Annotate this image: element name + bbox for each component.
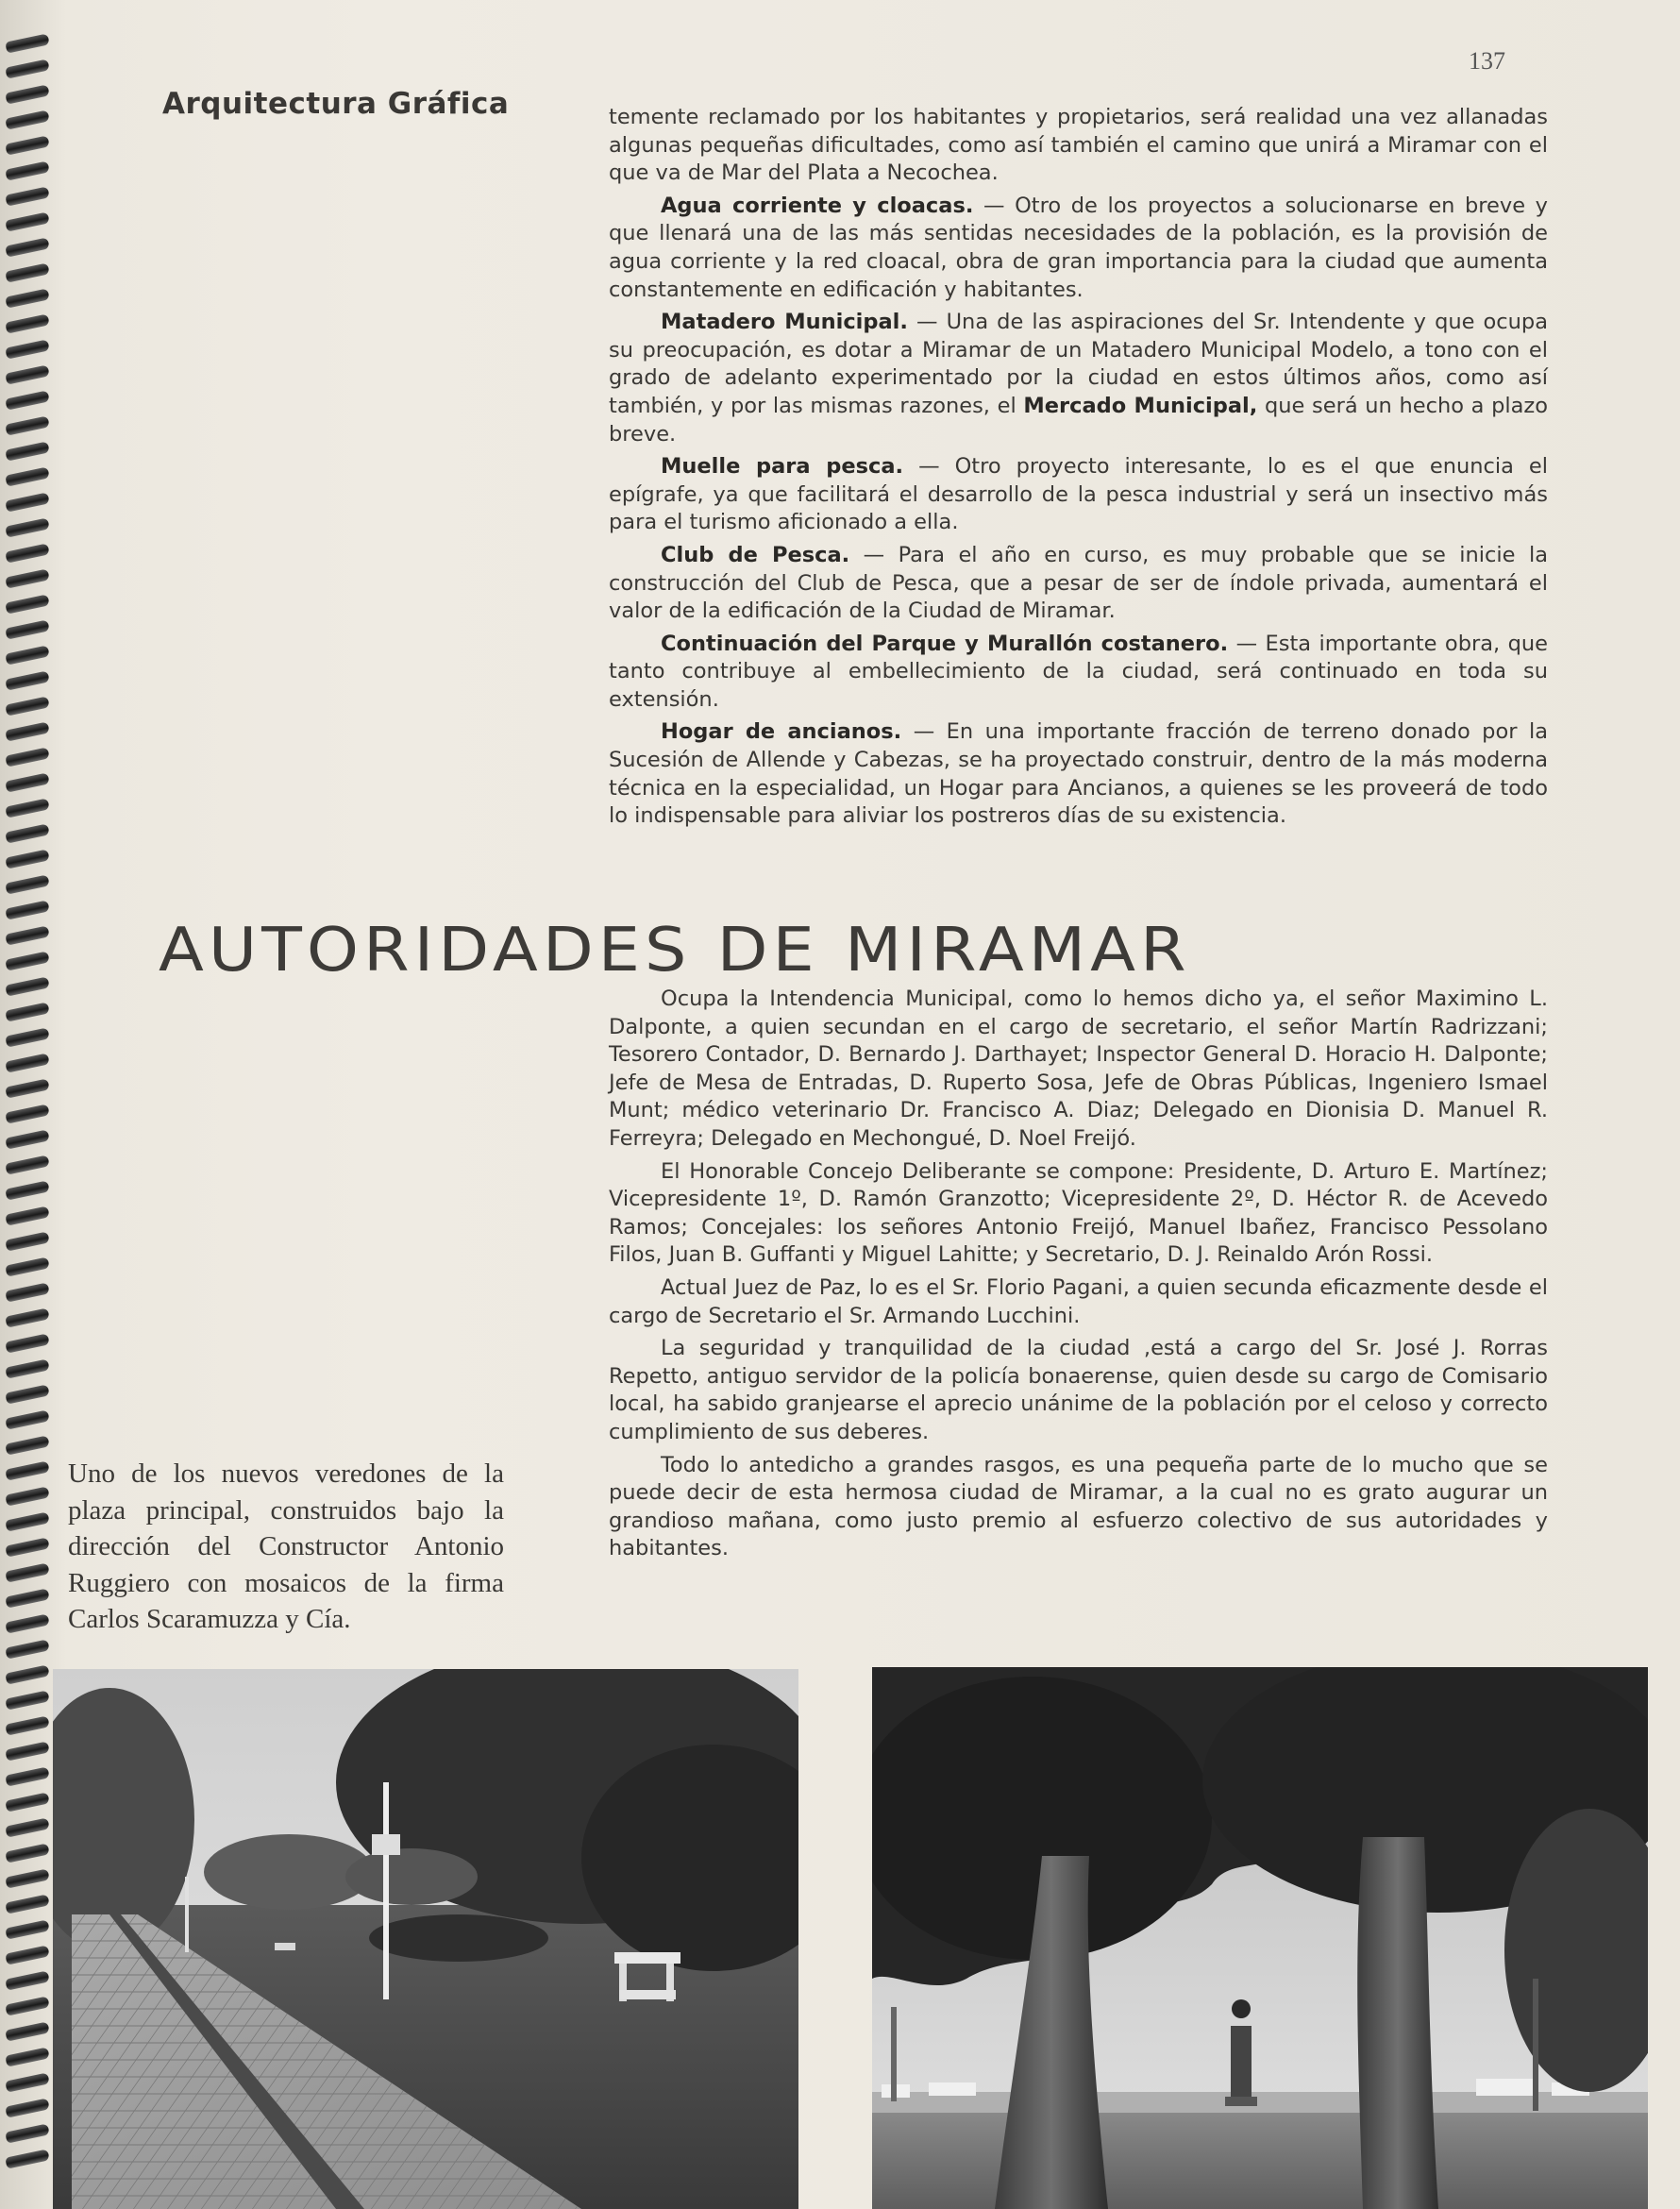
binding-coil	[5, 1511, 49, 1531]
binding-coil	[5, 900, 49, 919]
binding-coil	[5, 1155, 49, 1174]
item-heading: Hogar de ancianos.	[661, 719, 902, 745]
binding-coil	[5, 1307, 49, 1327]
binding-coil	[5, 1639, 49, 1659]
binding-coil	[5, 925, 49, 945]
binding-coil	[5, 1231, 49, 1251]
binding-coil	[5, 747, 49, 767]
binding-coil	[5, 492, 49, 512]
binding-coil	[5, 110, 49, 129]
item-heading: Agua corriente y cloacas.	[661, 193, 974, 218]
binding-coil	[5, 1792, 49, 1812]
binding-coil	[5, 1486, 49, 1506]
binding-coil	[5, 441, 49, 461]
binding-coil	[5, 186, 49, 206]
item-text: — Otro proyecto interesante, lo es el que enuncia el epígrafe, ya que facilitará el desarrollo de la pesca industrial y será un insectivo más para el turismo aficionado a ella.	[609, 454, 1548, 535]
binding-coil	[5, 696, 49, 716]
item-agua	[609, 193, 1548, 304]
item-heading: Continuación del Parque y Murallón costanero.	[661, 631, 1229, 656]
binding-coil	[5, 59, 49, 78]
binding-coil	[5, 594, 49, 614]
binding-coil	[5, 645, 49, 665]
item-club	[609, 542, 1548, 626]
binding-coil	[5, 1945, 49, 1964]
binding-coil	[5, 1129, 49, 1149]
item-text: — Para el año en curso, es muy probable que se inicie la construcción del Club de Pesca, que a pesar de ser de índole privada, aumentará el valor de la edificación de la Ciudad de Miramar.	[609, 542, 1549, 624]
binding-coil	[5, 1741, 49, 1761]
item-heading: Muelle para pesca.	[661, 454, 904, 480]
binding-coil	[5, 1384, 49, 1404]
binding-coil	[5, 1996, 49, 2015]
authorities-paragraph: El Honorable Concejo Deliberante se compone: Presidente, D. Arturo E. Martínez; Vicepresidente 1º, D. Ramón Granzotto; Vicepresidente 2º, D. Héctor R. de Acevedo Ramos; Concejales: los señores Antonio Freijó, Manuel Ibañez, Francisco Pessolano Filos, Juan B. Guffanti y Miguel Lahitte; y Secretario, D. J. Reinaldo Arón Rossi.	[609, 1158, 1548, 1268]
binding-coil	[5, 390, 49, 410]
binding-coil	[5, 1256, 49, 1276]
binding-coil	[5, 237, 49, 257]
binding-coil	[5, 1078, 49, 1098]
binding-coil	[5, 1970, 49, 1990]
top-text-column	[609, 104, 1548, 835]
binding-coil	[5, 1002, 49, 1021]
binding-coil	[5, 135, 49, 155]
binding-coil	[5, 211, 49, 231]
binding-coil	[5, 1435, 49, 1455]
photo-plaza-walkway	[53, 1669, 798, 2209]
spiral-binding	[0, 38, 60, 2200]
binding-coil	[5, 721, 49, 741]
binding-coil	[5, 1690, 49, 1710]
binding-coil	[5, 1766, 49, 1786]
section-title: AUTORIDADES DE MIRAMAR	[159, 914, 1191, 986]
binding-coil	[5, 1180, 49, 1200]
binding-coil	[5, 874, 49, 894]
binding-coil	[5, 619, 49, 639]
binding-coil	[5, 1664, 49, 1684]
item-muelle	[609, 453, 1548, 537]
photo-caption: Uno de los nuevos veredones de la plaza principal, construidos bajo la dirección del Constructor Antonio Ruggiero con mosaicos de la firma Carlos Scaramuzza y Cía.	[68, 1459, 504, 1634]
binding-coil	[5, 1460, 49, 1480]
binding-coil	[5, 2072, 49, 2092]
binding-coil	[5, 849, 49, 868]
item-heading: Matadero Municipal.	[661, 310, 908, 335]
binding-coil	[5, 2123, 49, 2143]
authorities-paragraph: La seguridad y tranquilidad de la ciudad ,está a cargo del Sr. José J. Rorras Repetto, antiguo servidor de la policía bonaerense, quien desde su cargo de Comisario local, ha sabido granjearse el aprecio unánime de la población por el celoso y correcto cumplimiento de sus deberes.	[609, 1336, 1548, 1444]
binding-coil	[5, 1282, 49, 1302]
authorities-text-column	[609, 986, 1548, 1568]
item-heading-mercado: Mercado Municipal,	[1023, 393, 1258, 418]
binding-coil	[5, 543, 49, 563]
binding-coil	[5, 1868, 49, 1888]
page-number: 137	[1469, 47, 1505, 75]
binding-coil	[5, 1027, 49, 1047]
binding-coil	[5, 2098, 49, 2117]
authorities-paragraph: Actual Juez de Paz, lo es el Sr. Florio Pagani, a quien secunda eficazmente desde el cargo de Secretario el Sr. Armando Lucchini.	[609, 1274, 1548, 1328]
authorities-paragraph: Ocupa la Intendencia Municipal, como lo hemos dicho ya, el señor Maximino L. Dalponte, a quien secundan en el cargo de secretario, el señor Martín Radrizzani; Tesorero Contador, D. Bernardo J. Darthayet; Inspector General D. Horacio H. Dalponte; Jefe de Mesa de Entradas, D. Ruperto Sosa, Jefe de Obras Públicas, Ingeniero Ismael Munt; médico veterinario Dr. Francisco A. Diaz; Delegado en Dionisia D. Manuel R. Ferreyra; Delegado en Mechongué, D. Noel Freijó.	[609, 986, 1548, 1151]
binding-coil	[5, 670, 49, 690]
binding-coil	[5, 1333, 49, 1353]
binding-coil	[5, 262, 49, 282]
binding-coil	[5, 798, 49, 818]
binding-coil	[5, 1613, 49, 1633]
item-text: — Otro de los proyectos a solucionarse en breve y que llenará una de las más sentidas necesidades de la población, es la provisión de agua corriente y la red cloacal, obra de gran importancia para la ciudad que aumenta constantemente en edificación y habitantes.	[609, 193, 1548, 302]
binding-coil	[5, 568, 49, 588]
binding-coil	[5, 313, 49, 333]
binding-coil	[5, 288, 49, 308]
intro-paragraph: temente reclamado por los habitantes y propietarios, será realidad una vez allanadas algunas pequeñas dificultades, como así también el camino que unirá a Miramar con el que va de Mar del Plata a Necochea.	[609, 105, 1548, 186]
binding-coil	[5, 517, 49, 537]
binding-coil	[5, 823, 49, 843]
photo-palm-trees-monument	[872, 1667, 1648, 2209]
running-header: Arquitectura Gráfica	[162, 87, 510, 121]
binding-coil	[5, 415, 49, 435]
binding-coil	[5, 1843, 49, 1863]
item-heading: Club de Pesca.	[661, 542, 850, 567]
binding-coil	[5, 339, 49, 359]
binding-coil	[5, 1562, 49, 1582]
item-text: — Una de las aspiraciones del Sr. Intendente y que ocupa su preocupación, es dotar a Miramar de un Matadero Municipal Modelo, a tono con el grado de adelanto experimentado por la ciudad en estos últimos años, como así también, y por las mismas razones, el	[609, 310, 1548, 418]
authorities-paragraph: Todo lo antedicho a grandes rasgos, es una pequeña parte de lo mucho que se puede decir de esta hermosa ciudad de Miramar, a la cual no es grato augurar un grandioso mañana, como justo premio al esfuerzo colectivo de sus autoridades y habitantes.	[609, 1452, 1548, 1561]
binding-coil	[5, 466, 49, 486]
binding-coil	[5, 364, 49, 384]
item-parque	[609, 631, 1548, 715]
item-hogar	[609, 718, 1548, 830]
binding-coil	[5, 1919, 49, 1939]
binding-coil	[5, 1358, 49, 1378]
binding-coil	[5, 1537, 49, 1557]
binding-coil	[5, 1715, 49, 1735]
binding-coil	[5, 2021, 49, 2041]
binding-coil	[5, 1053, 49, 1072]
binding-coil	[5, 1206, 49, 1225]
binding-coil	[5, 84, 49, 104]
binding-coil	[5, 1409, 49, 1429]
item-text: — En una importante fracción de terreno donado por la Sucesión de Allende y Cabezas, se ha proyectado construir, dentro de la más moderna técnica en la especialidad, un Hogar para Ancianos, a quienes se les proveerá de todo lo indispensable para aliviar los postreros días de su existencia.	[609, 719, 1548, 829]
binding-coil	[5, 33, 49, 53]
binding-coil	[5, 976, 49, 996]
binding-coil	[5, 1894, 49, 1914]
binding-coil	[5, 160, 49, 180]
item-text: — Esta importante obra, que tanto contribuye al embellecimiento de la ciudad, será continuado en toda su extensión.	[609, 631, 1548, 712]
binding-coil	[5, 1817, 49, 1837]
binding-coil	[5, 2149, 49, 2168]
binding-coil	[5, 772, 49, 792]
binding-coil	[5, 2047, 49, 2066]
binding-coil	[5, 1588, 49, 1608]
item-text: que será un hecho a plazo breve.	[609, 393, 1548, 447]
item-matadero	[609, 309, 1548, 448]
binding-coil	[5, 1104, 49, 1123]
binding-coil	[5, 951, 49, 970]
